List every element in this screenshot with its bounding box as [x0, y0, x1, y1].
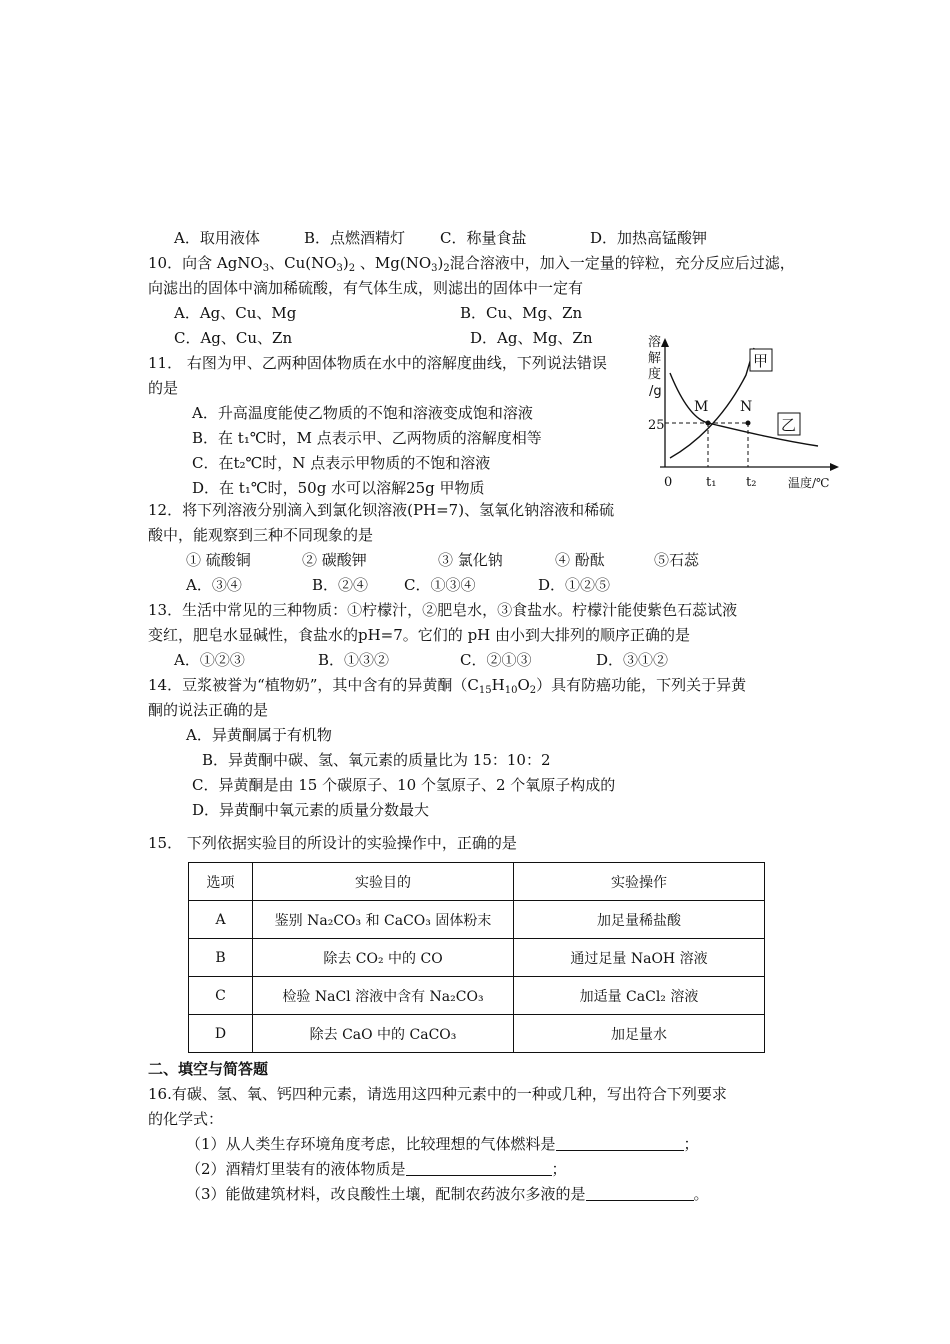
point-n	[746, 421, 751, 426]
q12-item-5: ⑤石蕊	[654, 551, 700, 569]
q13-option-c: C．②①③	[460, 651, 532, 669]
q12-option-a: A．③④	[186, 576, 242, 594]
q12-item-1: ① 硫酸铜	[186, 551, 251, 569]
y-axis-label-3: 度	[648, 367, 662, 382]
y-tick-25: 25	[648, 418, 665, 433]
q11-option-d: D．在 t₁℃时，50g 水可以溶解25g 甲物质	[192, 479, 485, 497]
answer-blank-2[interactable]	[406, 1160, 552, 1176]
header-operation: 实验操作	[514, 863, 765, 901]
q9-option-b: B．点燃酒精灯	[304, 229, 406, 247]
q14-option-d: D．异黄酮中氧元素的质量分数最大	[192, 801, 430, 819]
q13-stem-line1: 13．生活中常见的三种物质：①柠檬汁，②肥皂水，③食盐水。柠檬汁能使紫色石蕊试液	[148, 601, 738, 619]
row-option: D	[189, 1015, 253, 1053]
table-row	[189, 939, 765, 977]
experiment-table	[188, 862, 765, 1053]
q12-option-d: D．①②⑤	[538, 576, 611, 594]
row-option: A	[189, 901, 253, 939]
y-axis-label-1: 溶	[648, 335, 662, 350]
row-purpose: 检验 NaCl 溶液中含有 Na₂CO₃	[253, 977, 514, 1015]
q16-stem-line1: 16.有碳、氢、氧、钙四种元素，请选用这四种元素中的一种或几种，写出符合下列要求	[148, 1085, 727, 1103]
q13-stem-line2: 变红，肥皂水显碱性，食盐水的pH=7。它们的 pH 由小到大排列的顺序正确的是	[148, 626, 691, 644]
table-row	[189, 901, 765, 939]
section-title: 二、填空与简答题	[148, 1060, 269, 1078]
row-purpose: 除去 CO₂ 中的 CO	[253, 939, 514, 977]
q12-item-2: ② 碳酸钾	[302, 551, 367, 569]
x-tick-t2: t₂	[746, 475, 757, 490]
q11-stem-line2: 的是	[148, 379, 179, 397]
q14-stem-line2: 酮的说法正确的是	[148, 701, 269, 719]
q12-item-4: ④ 酚酞	[555, 551, 605, 569]
table-row	[189, 1015, 765, 1053]
origin-label: 0	[664, 475, 673, 490]
solubility-chart	[648, 335, 843, 495]
answer-blank-1[interactable]	[556, 1135, 684, 1151]
q16-sub-2: （2）酒精灯里装有的液体物质是 ；	[186, 1160, 567, 1178]
answer-blank-3[interactable]	[586, 1185, 694, 1201]
q10-option-a: A．Ag、Cu、Mg	[174, 304, 297, 322]
series-jia-label: 甲	[753, 352, 769, 370]
q13-option-b: B．①③②	[318, 651, 390, 669]
q9-option-d: D．加热高锰酸钾	[590, 229, 708, 247]
row-purpose: 鉴别 Na₂CO₃ 和 CaCO₃ 固体粉末	[253, 901, 514, 939]
q9-option-a: A．取用液体	[174, 229, 260, 247]
q12-option-b: B．②④	[312, 576, 369, 594]
q16-sub-1: （1）从人类生存环境角度考虑，比较理想的气体燃料是 ；	[186, 1135, 699, 1153]
x-tick-t1: t₁	[706, 475, 717, 490]
x-axis-label: 温度/℃	[788, 476, 830, 490]
q14-option-a: A．异黄酮属于有机物	[186, 726, 332, 744]
table-row	[189, 977, 765, 1015]
q9-option-c: C．称量食盐	[440, 229, 527, 247]
q12-item-3: ③ 氯化钠	[438, 551, 503, 569]
q10-stem-line2: 向滤出的固体中滴加稀硫酸，有气体生成，则滤出的固体中一定有	[148, 279, 584, 297]
header-option: 选项	[189, 863, 253, 901]
table-header-row	[189, 863, 765, 901]
q10-option-c: C．Ag、Cu、Zn	[174, 329, 293, 347]
q16-sub-3: （3）能做建筑材料，改良酸性土壤，配制农药波尔多液的是 。	[186, 1185, 709, 1203]
y-axis-label-4: /g	[649, 384, 662, 399]
q11-option-a: A．升高温度能使乙物质的不饱和溶液变成饱和溶液	[192, 404, 533, 422]
q16-stem-line2: 的化学式：	[148, 1110, 224, 1128]
row-purpose: 除去 CaO 中的 CaCO₃	[253, 1015, 514, 1053]
q15-stem: 15． 下列依据实验目的所设计的实验操作中，正确的是	[148, 834, 517, 852]
x-axis-arrow	[830, 463, 839, 471]
row-operation: 通过足量 NaOH 溶液	[514, 939, 765, 977]
q11-option-b: B．在 t₁℃时，M 点表示甲、乙两物质的溶解度相等	[192, 429, 542, 447]
q14-option-c: C．异黄酮是由 15 个碳原子、10 个氢原子、2 个氧原子构成的	[192, 776, 616, 794]
q13-option-d: D．③①②	[596, 651, 669, 669]
row-operation: 加适量 CaCl₂ 溶液	[514, 977, 765, 1015]
q13-option-a: A．①②③	[174, 651, 245, 669]
row-option: B	[189, 939, 253, 977]
q14-stem-line1: 14．豆浆被誉为“植物奶”，其中含有的异黄酮$(C_{15}H_{10}O_2)$具有防癌功能，下列关于异黄	[148, 676, 747, 696]
q14-option-b: B．异黄酮中碳、氢、氧元素的质量比为 15：10：2	[202, 751, 551, 769]
q11-option-c: C．在t₂℃时，N 点表示甲物质的不饱和溶液	[192, 454, 491, 472]
series-yi-label: 乙	[781, 416, 797, 434]
row-operation: 加足量水	[514, 1015, 765, 1053]
q11-stem-line1: 11． 右图为甲、乙两种固体物质在水中的溶解度曲线，下列说法错误	[148, 354, 607, 372]
q12-option-c: C．①③④	[404, 576, 476, 594]
point-m	[706, 421, 711, 426]
row-operation: 加足量稀盐酸	[514, 901, 765, 939]
q10-stem-line1: 10．向含 AgNO$_3$、$Cu(NO_3)_2$ 、$Mg(NO_3)_2$混合溶液中，加入一定量的锌粒，充分反应后过滤，	[148, 254, 795, 274]
q10-option-b: B．Cu、Mg、Zn	[460, 304, 583, 322]
point-m-label: M	[694, 399, 709, 415]
q12-stem-line1: 12．将下列溶液分别滴入到氯化钡溶液(PH=7)、氢氧化钠溶液和稀硫	[148, 501, 615, 519]
point-n-label: N	[740, 399, 753, 415]
header-purpose: 实验目的	[253, 863, 514, 901]
y-axis-label-2: 解	[648, 351, 662, 366]
q12-stem-line2: 酸中，能观察到三种不同现象的是	[148, 526, 374, 544]
y-axis-arrow	[661, 338, 669, 347]
q10-option-d: D．Ag、Mg、Zn	[470, 329, 593, 347]
row-option: C	[189, 977, 253, 1015]
